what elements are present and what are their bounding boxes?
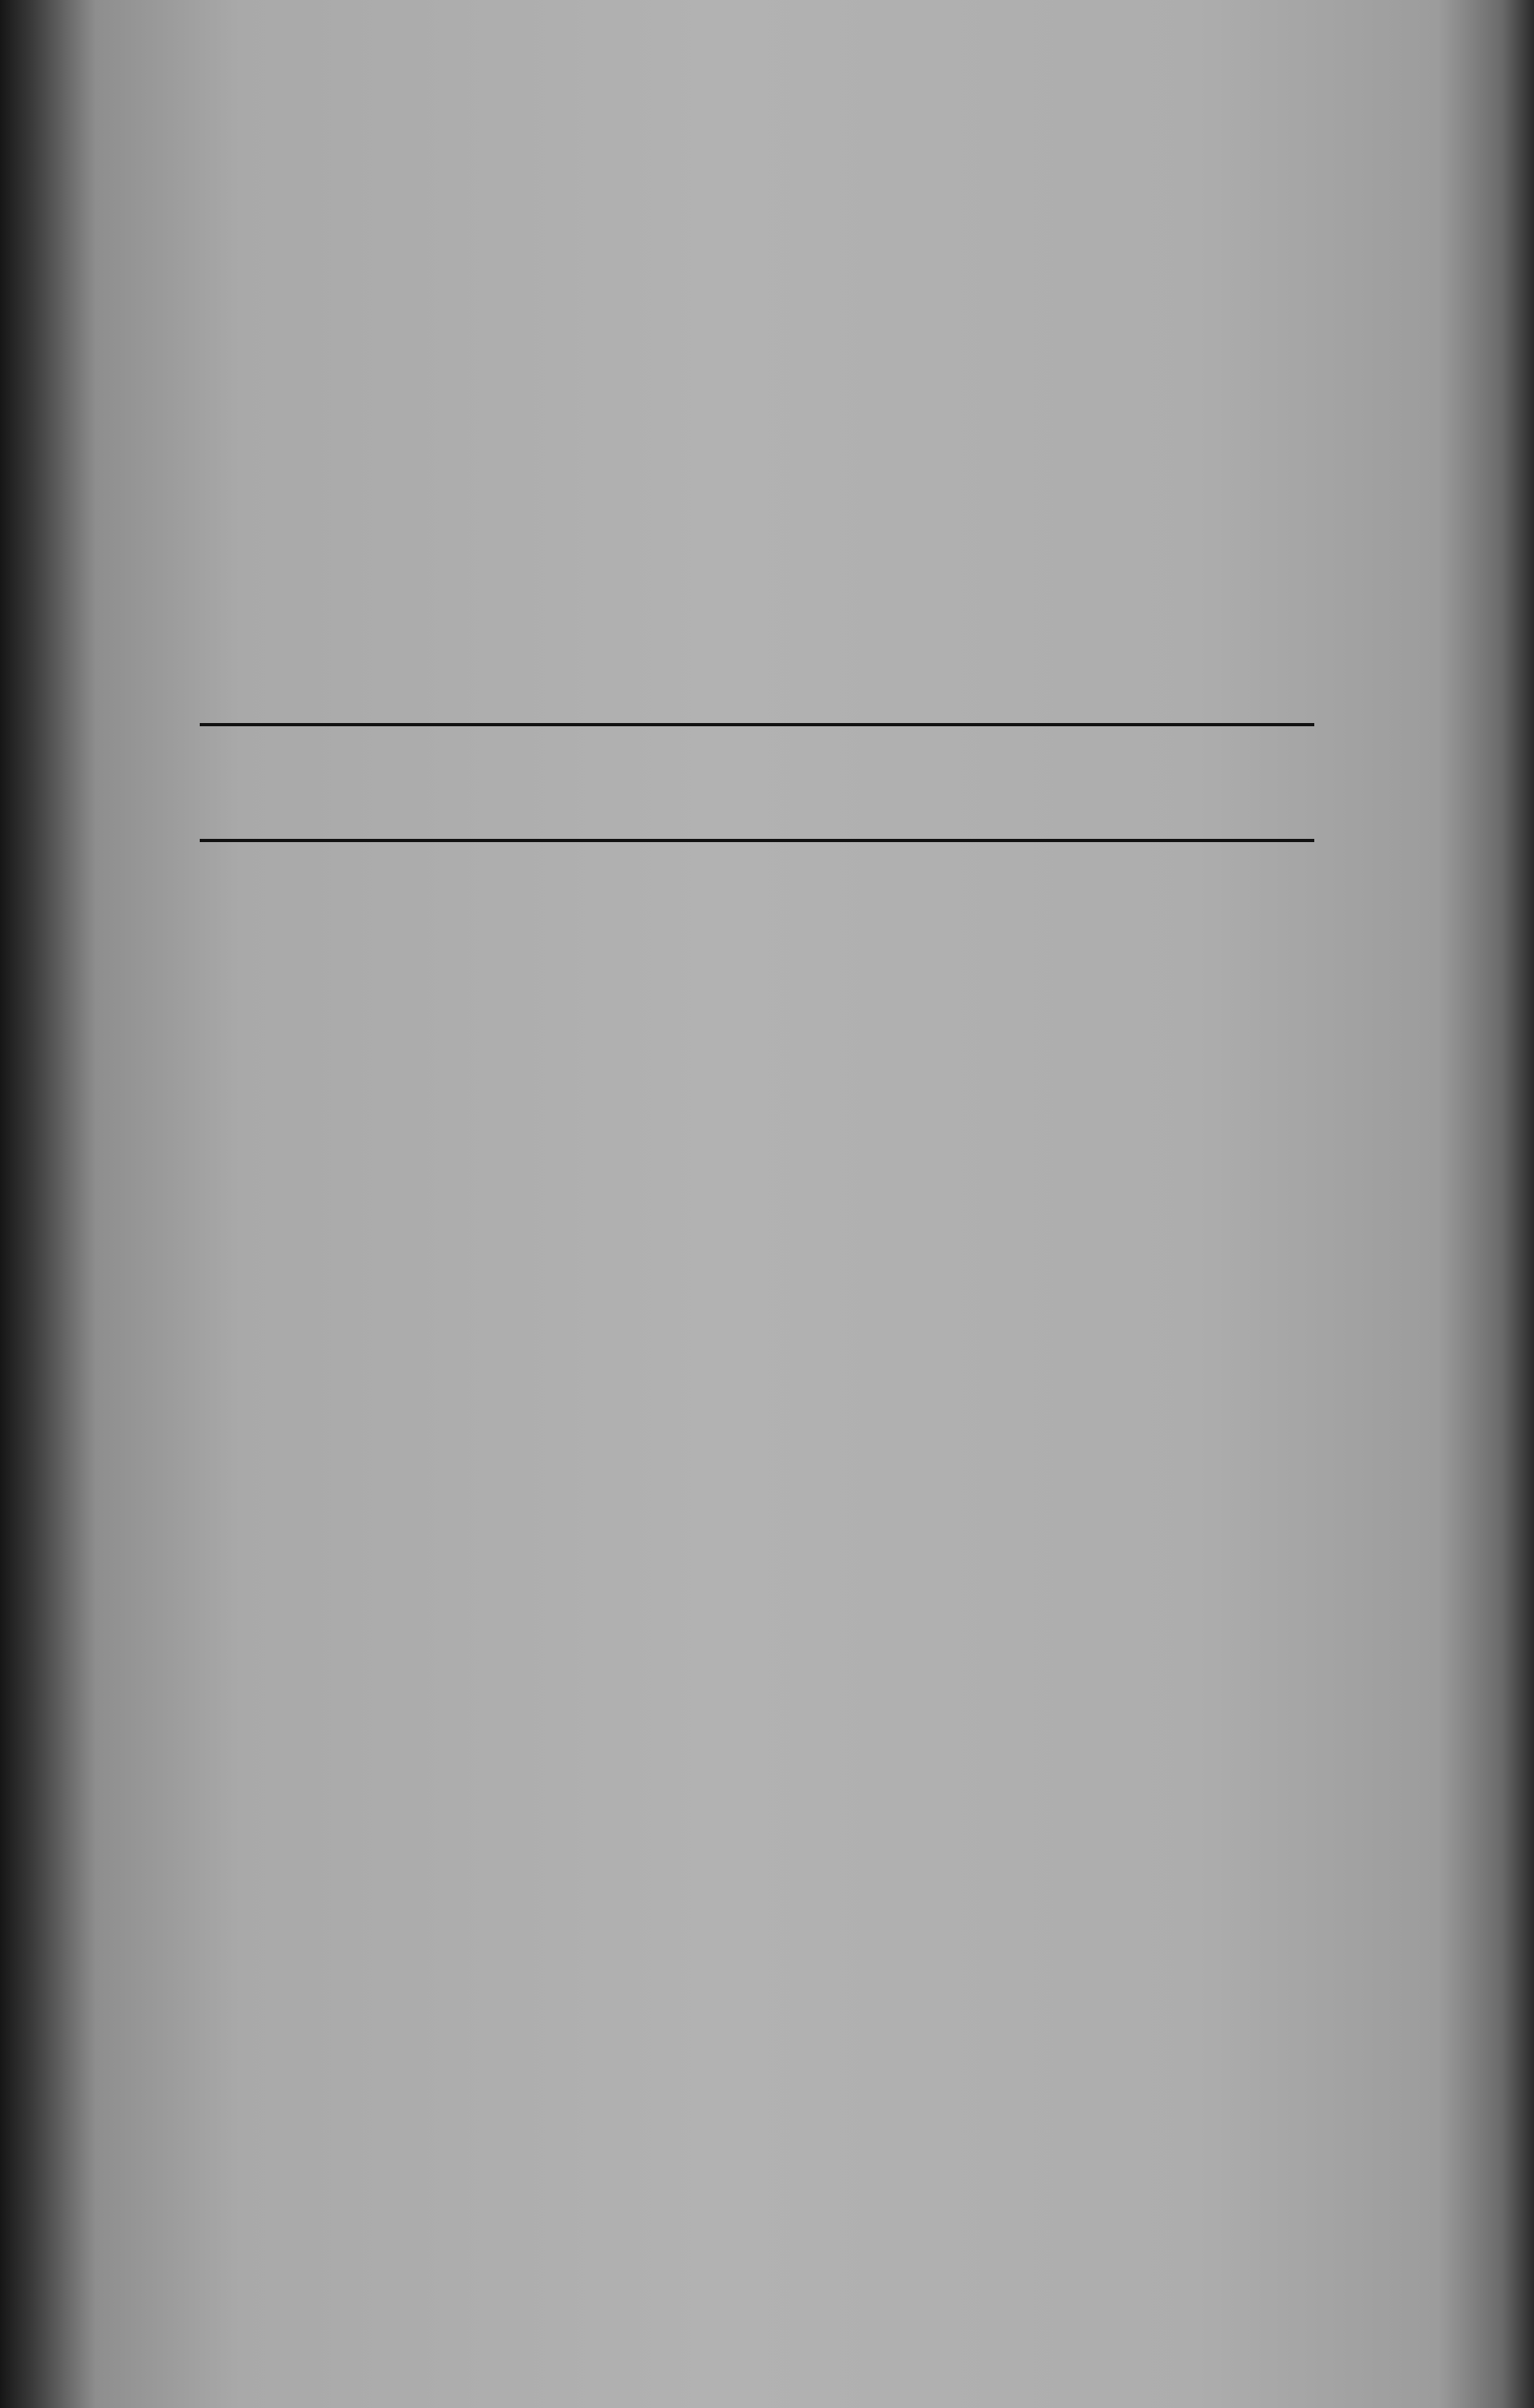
reprint-notice [200,731,1310,766]
document-page [200,200,1326,2293]
divider-bottom [200,839,1314,842]
divider-top [200,723,1314,726]
